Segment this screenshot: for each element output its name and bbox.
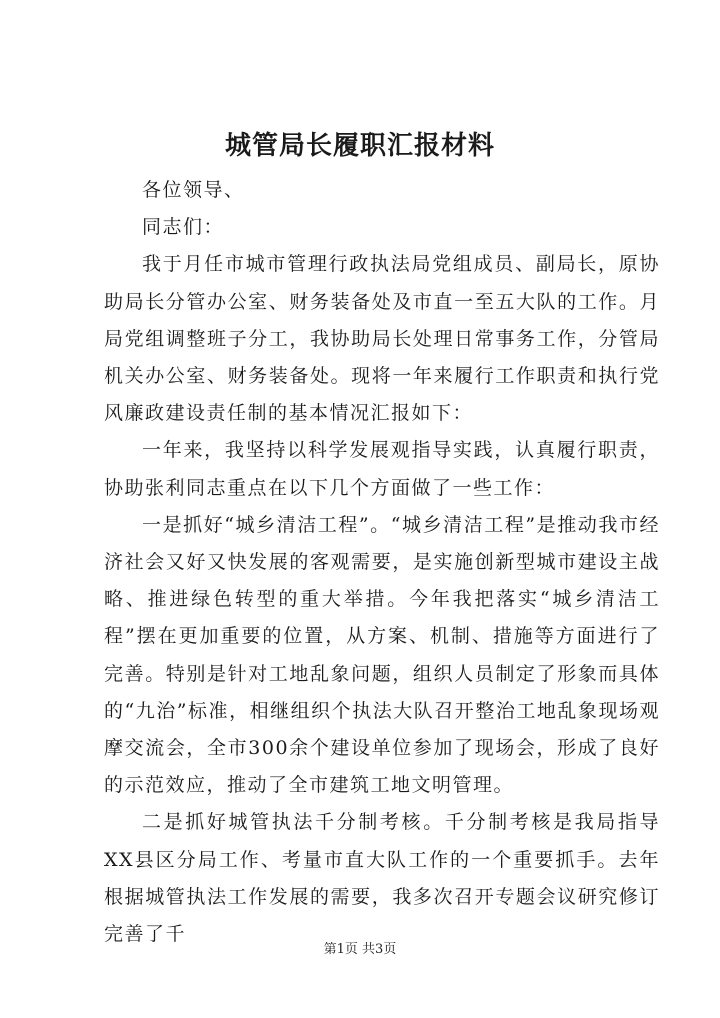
- page-number-footer: 第1页 共3页: [323, 942, 397, 957]
- paragraph-point-two: 二是抓好城管执法千分制考核。千分制考核是我局指导XX县区分局工作、考量市直大队工作的一个重要抓手。去年根据城管执法工作发展的需要，我多次召开专题会议研究修订完善了千: [104, 811, 660, 946]
- paragraph-point-one: 一是抓好“城乡清洁工程”。“城乡清洁工程”是推动我市经济社会又好又快发展的客观需要，是实施创新型城市建设主战略、推进绿色转型的重大举措。今年我把落实“城乡清洁工程”摆在更加重要的位置，从方案、机制、措施等方面进行了完善。特别是针对工地乱象问题，组织人员制定了形象而具体的“九治”标准，相继组织个执法大队召开整治工地乱象现场观摩交流会，全市300余个建设单位参加了现场会，形成了良好的示范效应，推动了全市建筑工地文明管理。: [104, 513, 660, 797]
- paragraph-summary: 一年来，我坚持以科学发展观指导实践，认真履行职责，协助张利同志重点在以下几个方面做了一些工作：: [104, 439, 660, 499]
- paragraph-salutation-2: 同志们：: [142, 216, 225, 239]
- paragraph-intro: 我于月任市城市管理行政执法局党组成员、副局长，原协助局长分管办公室、财务装备处及市直一至五大队的工作。月局党组调整班子分工，我协助局长处理日常事务工作，分管局机关办公室、财务装备处。现将一年来履行工作职责和执行党风廉政建设责任制的基本情况汇报如下：: [104, 253, 660, 425]
- document-body: [104, 172, 660, 953]
- paragraph-salutation-1: 各位领导、: [142, 179, 245, 201]
- document-title: 城管局长履职汇报材料: [224, 131, 495, 161]
